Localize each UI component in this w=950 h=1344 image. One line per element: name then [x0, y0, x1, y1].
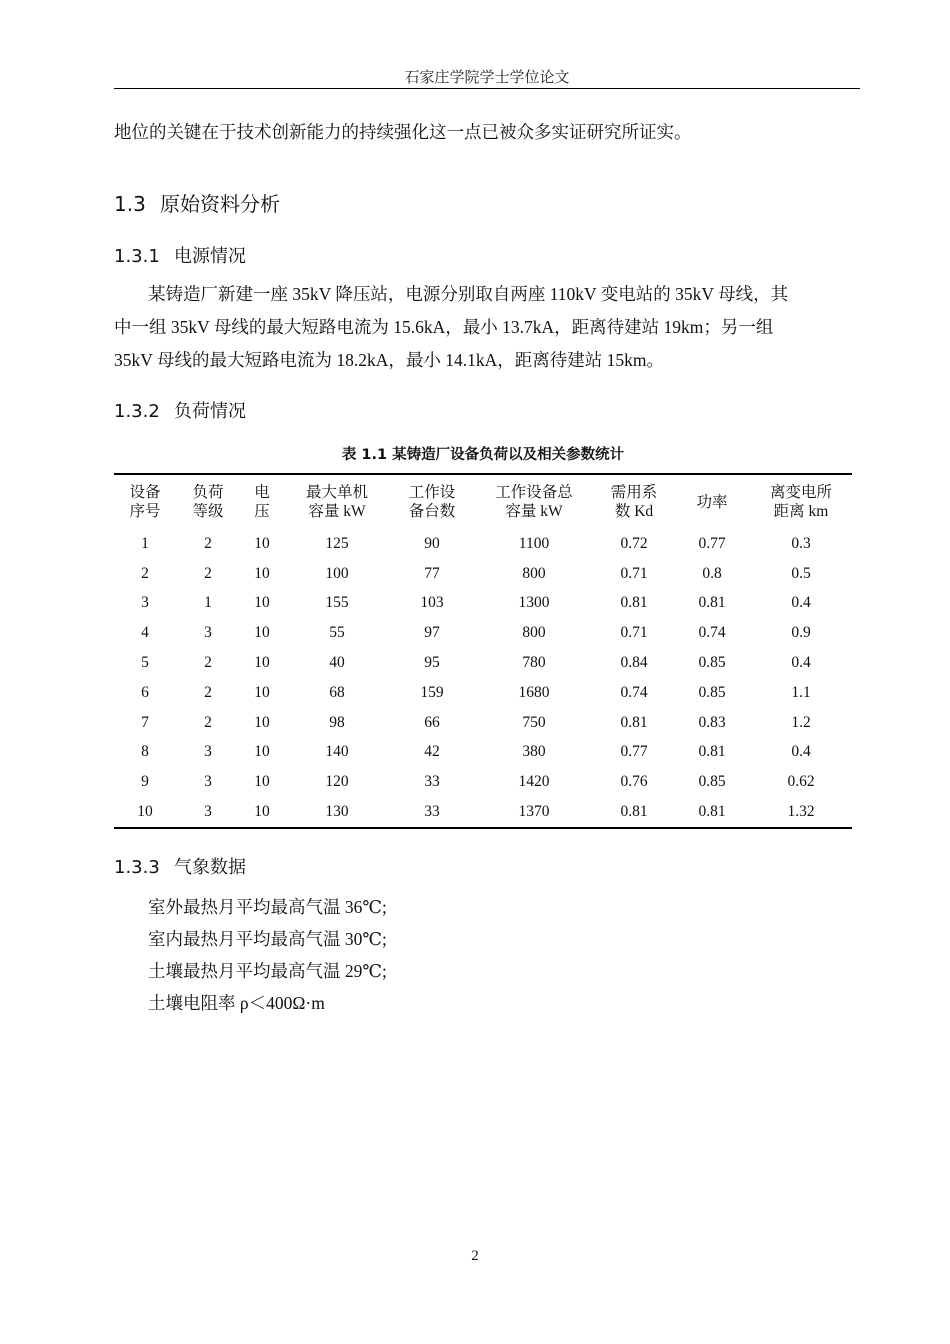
table-cell: 0.81 — [698, 743, 726, 761]
header-rule — [114, 88, 860, 89]
table-cell: 5 — [141, 654, 149, 672]
weather-line-outdoor: 室外最热月平均最高气温 36℃; — [148, 897, 387, 917]
table-cell: 0.81 — [698, 594, 726, 612]
subsection-heading-weather — [114, 853, 246, 879]
table-cell: 0.81 — [620, 803, 648, 821]
table-cell: 0.81 — [698, 803, 726, 821]
table-cell: 2 — [204, 534, 212, 552]
subsection-heading-load — [114, 397, 246, 423]
table-cell: 10 — [254, 564, 270, 582]
table-cell: 2 — [204, 683, 212, 701]
subsection-title: 负荷情况 — [174, 401, 246, 422]
header-cell: 电 压 — [254, 484, 270, 520]
table-cell: 97 — [424, 624, 440, 642]
table-cell: 3 — [204, 743, 212, 761]
header-cell: 离变电所 距离 km — [769, 484, 832, 520]
table-cell: 77 — [424, 564, 440, 582]
table-row — [114, 589, 852, 619]
table-cell: 103 — [420, 594, 444, 612]
table-cell: 1.1 — [791, 683, 811, 701]
table-header-row — [114, 474, 852, 529]
subsection-number: 1.3.1 — [114, 246, 160, 267]
table-row — [114, 529, 852, 559]
power-line-3: 35kV 母线的最大短路电流为 18.2kA，最小 14.1kA，距离待建站 15km。 — [114, 350, 664, 370]
table-cell: 2 — [141, 564, 149, 582]
header-cell: 功率 — [696, 493, 728, 511]
table-cell: 2 — [204, 713, 212, 731]
table-cell: 95 — [424, 654, 440, 672]
table-cell: 10 — [254, 594, 270, 612]
table-cell: 0.71 — [620, 624, 648, 642]
table-cell: 0.4 — [791, 743, 811, 761]
table-cell: 0.85 — [698, 654, 726, 672]
table-cell: 40 — [329, 654, 345, 672]
table-cell: 800 — [522, 564, 546, 582]
page-header-title: 石家庄学院学士学位论文 — [404, 70, 570, 86]
table-cell: 10 — [254, 713, 270, 731]
subsection-number: 1.3.3 — [114, 857, 160, 878]
table-row — [114, 678, 852, 708]
table-cell: 66 — [424, 713, 440, 731]
table-cell: 0.85 — [698, 773, 726, 791]
table-cell: 2 — [204, 654, 212, 672]
header-cell: 设备 序号 — [129, 484, 161, 520]
table-row — [114, 559, 852, 589]
table-cell: 10 — [254, 803, 270, 821]
header-cell: 工作设 备台数 — [408, 484, 456, 520]
table-cell: 10 — [137, 803, 153, 821]
table-cell: 1420 — [518, 773, 550, 791]
table-cell: 1 — [204, 594, 212, 612]
table-cell: 0.4 — [791, 654, 811, 672]
table-cell: 10 — [254, 683, 270, 701]
table-cell: 10 — [254, 624, 270, 642]
table-cell: 68 — [329, 683, 345, 701]
table-cell: 750 — [522, 713, 546, 731]
table-cell: 1680 — [518, 683, 550, 701]
table-cell: 100 — [325, 564, 349, 582]
table-cell: 1300 — [518, 594, 550, 612]
table-cell: 1 — [141, 534, 149, 552]
table-cell: 0.8 — [702, 564, 722, 582]
weather-line-soil-temp: 土壤最热月平均最高气温 29℃; — [148, 961, 387, 981]
table-body — [114, 529, 852, 828]
table-cell: 0.62 — [787, 773, 815, 791]
table-cell: 0.76 — [620, 773, 648, 791]
table-cell: 0.84 — [620, 654, 648, 672]
table-cell: 8 — [141, 743, 149, 761]
subsection-heading-power — [114, 242, 246, 268]
table-cell: 380 — [522, 743, 546, 761]
table-cell: 1100 — [518, 534, 550, 552]
table-cell: 0.74 — [698, 624, 726, 642]
table-cell: 3 — [141, 594, 149, 612]
table-cell: 0.77 — [620, 743, 648, 761]
header-cell: 需用系 数 Kd — [610, 484, 658, 520]
table-cell: 155 — [325, 594, 349, 612]
table-cell: 800 — [522, 624, 546, 642]
subsection-title: 气象数据 — [174, 857, 246, 878]
table-cell: 6 — [141, 683, 149, 701]
table-cell: 140 — [325, 743, 349, 761]
table-row — [114, 767, 852, 797]
table-cell: 42 — [424, 743, 440, 761]
table-cell: 10 — [254, 743, 270, 761]
table-cell: 2 — [204, 564, 212, 582]
table-row — [114, 618, 852, 648]
table-cell: 130 — [325, 803, 349, 821]
table-cell: 1370 — [518, 803, 550, 821]
table-cell: 4 — [141, 624, 149, 642]
table-row — [114, 708, 852, 738]
table-row — [114, 648, 852, 678]
table-cell: 33 — [424, 773, 440, 791]
table-cell: 0.3 — [791, 534, 811, 552]
table-cell: 0.74 — [620, 683, 648, 701]
subsection-number: 1.3.2 — [114, 401, 160, 422]
table-cell: 0.81 — [620, 594, 648, 612]
table-cell: 10 — [254, 654, 270, 672]
page-number: 2 — [471, 1248, 479, 1264]
power-line-2: 中一组 35kV 母线的最大短路电流为 15.6kA，最小 13.7kA，距离待建站 19km；另一组 — [114, 317, 774, 337]
load-table — [114, 473, 852, 829]
table-row — [114, 797, 852, 828]
table-cell: 1.32 — [787, 803, 815, 821]
table-cell: 780 — [522, 654, 546, 672]
table-cell: 33 — [424, 803, 440, 821]
table-cell: 7 — [141, 713, 149, 731]
table-cell: 0.81 — [620, 713, 648, 731]
header-cell: 最大单机 容量 kW — [305, 484, 368, 520]
power-line-1: 某铸造厂新建一座 35kV 降压站，电源分别取自两座 110kV 变电站的 35kV 母线，其 — [148, 284, 789, 304]
table-cell: 0.5 — [791, 564, 811, 582]
table-cell: 0.85 — [698, 683, 726, 701]
power-paragraph — [114, 278, 860, 377]
table-row — [114, 738, 852, 768]
table-cell: 3 — [204, 773, 212, 791]
table-cell: 90 — [424, 534, 440, 552]
table-cell: 125 — [325, 534, 349, 552]
subsection-title: 电源情况 — [174, 246, 246, 267]
table-cell: 1.2 — [791, 713, 811, 731]
table-cell: 3 — [204, 803, 212, 821]
table-cell: 0.71 — [620, 564, 648, 582]
table-cell: 120 — [325, 773, 349, 791]
weather-line-indoor: 室内最热月平均最高气温 30℃; — [148, 929, 387, 949]
table-cell: 0.9 — [791, 624, 811, 642]
table-cell: 3 — [204, 624, 212, 642]
weather-line-soil-resistivity: 土壤电阻率 ρ＜400Ω·m — [148, 993, 325, 1013]
section-heading — [114, 188, 280, 217]
table-cell: 0.4 — [791, 594, 811, 612]
table-cell: 98 — [329, 713, 345, 731]
table-caption: 表 1.1 某铸造厂设备负荷以及相关参数统计 — [341, 447, 625, 463]
table-cell: 159 — [420, 683, 444, 701]
table-cell: 0.77 — [698, 534, 726, 552]
header-cell: 负荷 等级 — [192, 484, 224, 520]
section-number: 1.3 — [114, 192, 146, 216]
header-cell: 工作设备总 容量 kW — [495, 484, 573, 520]
table-cell: 10 — [254, 534, 270, 552]
table-cell: 9 — [141, 773, 149, 791]
intro-paragraph: 地位的关键在于技术创新能力的持续强化这一点已被众多实证研究所证实。 — [114, 122, 692, 142]
section-title: 原始资料分析 — [160, 192, 280, 216]
table-cell: 55 — [329, 624, 345, 642]
table-cell: 0.72 — [620, 534, 648, 552]
table-cell: 10 — [254, 773, 270, 791]
table-cell: 0.83 — [698, 713, 726, 731]
